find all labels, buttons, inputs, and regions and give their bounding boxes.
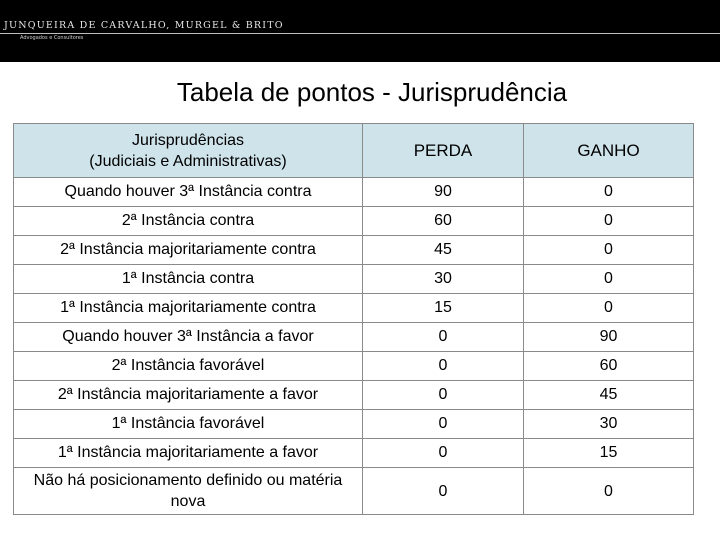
table-row [14,207,694,236]
row-perda: 0 [363,323,524,352]
row-ganho: 90 [524,323,694,352]
header-band [0,0,720,62]
row-description: 2ª Instância favorável [14,352,363,381]
table-row [14,468,694,515]
row-perda: 30 [363,265,524,294]
row-perda: 0 [363,381,524,410]
header-divider [0,33,720,34]
row-description: 2ª Instância majoritariamente contra [14,236,363,265]
column-header-ganho: GANHO [524,124,694,178]
table-row [14,294,694,323]
table-row [14,265,694,294]
table-row [14,352,694,381]
row-ganho: 0 [524,236,694,265]
row-ganho: 0 [524,294,694,323]
table-row [14,178,694,207]
row-ganho: 30 [524,410,694,439]
row-description: 1ª Instância contra [14,265,363,294]
row-ganho: 0 [524,468,694,515]
page-title: Tabela de pontos - Jurisprudência [176,77,568,107]
table-row [14,236,694,265]
row-perda: 90 [363,178,524,207]
table-row [14,381,694,410]
row-perda: 60 [363,207,524,236]
column-header-jurisprudencias-line1: Jurisprudências [131,131,245,149]
row-description: Quando houver 3ª Instância a favor [14,323,363,352]
row-ganho: 0 [524,265,694,294]
row-perda: 0 [363,468,524,515]
row-description: 1ª Instância favorável [14,410,363,439]
firm-logo-name: JUNQUEIRA DE CARVALHO, MURGEL & BRITO [4,20,284,31]
row-description: Quando houver 3ª Instância contra [14,178,363,207]
row-description: Não há posicionamento definido ou matéria nova [14,468,363,515]
table-header-row [14,124,694,178]
firm-logo-subtitle: Advogados e Consultores [20,35,84,41]
row-ganho: 15 [524,439,694,468]
row-perda: 0 [363,439,524,468]
table-row [14,410,694,439]
row-description: 2ª Instância majoritariamente a favor [14,381,363,410]
column-header-jurisprudencias-line2: (Judiciais e Administrativas) [89,152,287,170]
row-description: 2ª Instância contra [14,207,363,236]
row-perda: 0 [363,352,524,381]
row-perda: 0 [363,410,524,439]
table-row [14,439,694,468]
column-header-perda: PERDA [363,124,524,178]
table-row [14,323,694,352]
row-ganho: 60 [524,352,694,381]
row-description: 1ª Instância majoritariamente contra [14,294,363,323]
points-table [13,123,694,515]
column-header-jurisprudencias [14,124,363,178]
row-ganho: 45 [524,381,694,410]
row-ganho: 0 [524,178,694,207]
row-description: 1ª Instância majoritariamente a favor [14,439,363,468]
row-ganho: 0 [524,207,694,236]
row-perda: 45 [363,236,524,265]
row-perda: 15 [363,294,524,323]
